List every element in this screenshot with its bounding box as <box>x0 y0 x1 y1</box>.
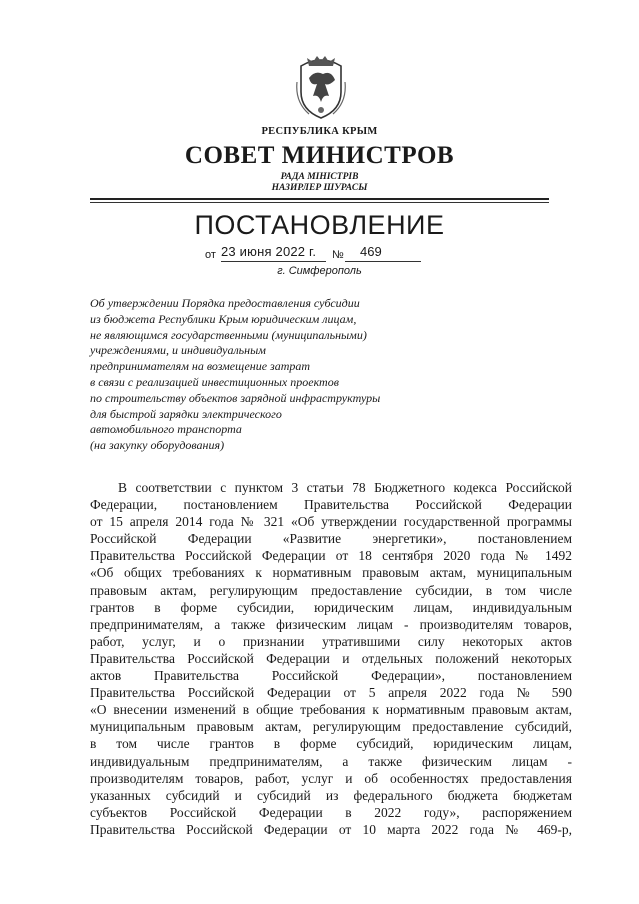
rada-label: РАДА МІНІСТРІВ <box>280 172 359 182</box>
body-line: от 15 апреля 2014 года № 321 «Об утверждении государственной программы <box>90 514 572 530</box>
date-prefix: от <box>205 249 216 261</box>
subject-line: не являющимся государственными (муниципальными) <box>90 327 367 342</box>
city: г. Симферополь <box>277 265 362 277</box>
body-line: В соответствии с пунктом 3 статьи 78 Бюджетного кодекса Российской <box>118 480 572 495</box>
body-line: производителям товаров, работ, услуг и об особенностях предоставления <box>90 770 572 786</box>
number-sign: № <box>332 249 344 261</box>
body-line: Правительства Российской Федерации от 5 апреля 2022 года № 590 <box>90 685 572 701</box>
body-line: Правительства Российской Федерации от 10 марта 2022 года № 469-р, <box>90 821 572 837</box>
document-date: 23 июня 2022 г. <box>221 244 317 259</box>
document-subject <box>90 296 450 454</box>
header-rule <box>90 198 549 200</box>
body-line: Федерации, постановлением Правительства Российской Федерации <box>90 497 572 513</box>
document-number: 469 <box>360 244 382 259</box>
council-title: СОВЕТ МИНИСТРОВ <box>184 142 455 169</box>
body-line: Правительства Российской Федерации от 18 сентября 2020 года № 1492 <box>90 548 572 564</box>
subject-line: предпринимателям на возмещение затрат <box>90 359 311 374</box>
date-underline <box>221 261 326 262</box>
body-line: правовым актам, регулирующим предоставление субсидии, в том числе <box>90 582 572 598</box>
coat-of-arms-icon <box>295 52 347 120</box>
body-line: указанных субсидий и субсидий из федерального бюджета бюджетам <box>90 787 572 803</box>
document-body <box>90 479 572 838</box>
subject-line: Об утверждении Порядка предоставления субсидии <box>90 296 360 310</box>
header-rule-thin <box>90 202 549 203</box>
number-underline <box>345 261 421 262</box>
subject-line: из бюджета Республики Крым юридическим лицам, <box>90 311 357 326</box>
date-number-line <box>205 243 425 265</box>
body-line: Российской Федерации «Развитие энергетики», постановлением <box>90 531 572 547</box>
body-line: индивидуальным предпринимателям, а также физическим лицам - <box>90 753 572 769</box>
body-line: грантов в форме субсидии, юридическим лицам, индивидуальным <box>90 599 572 615</box>
subject-line: (на закупку оборудования) <box>90 438 225 453</box>
body-line: актов Правительства Российской Федерации», постановлением <box>90 668 572 684</box>
body-line: Правительства Российской Федерации и отдельных положений некоторых <box>90 650 572 666</box>
subject-line: для быстрой зарядки электрического <box>90 406 282 421</box>
body-line: «О внесении изменений в общие требования к нормативным правовым актам, <box>90 702 572 718</box>
subject-line: учреждениями, и индивидуальным <box>90 343 266 358</box>
republic-label: РЕСПУБЛИКА КРЫМ <box>261 126 378 137</box>
document-type: ПОСТАНОВЛЕНИЕ <box>194 210 445 240</box>
body-line: «Об общих требованиях к нормативным правовым актам, муниципальным <box>90 565 572 581</box>
subject-line: в связи с реализацией инвестиционных проектов <box>90 374 339 389</box>
subject-line: автомобильного транспорта <box>90 422 242 437</box>
council-subtitle <box>0 172 639 194</box>
nazirler-label: НАЗИРЛЕР ШУРАСЫ <box>271 183 368 193</box>
body-line: субъектов Российской Федерации в 2022 году», распоряжением <box>90 804 572 820</box>
body-line: муниципальным правовым актам, регулирующим предоставление субсидий, <box>90 719 572 735</box>
body-line: работ, услуг, и о признании утратившими силу некоторых актов <box>90 633 572 649</box>
subject-line: по строительству объектов зарядной инфраструктуры <box>90 390 381 405</box>
body-line: предпринимателям, а также физическим лицам - производителям товаров, <box>90 616 572 632</box>
body-line: в том числе грантов в форме субсидий, юридическим лицам, <box>90 736 572 752</box>
